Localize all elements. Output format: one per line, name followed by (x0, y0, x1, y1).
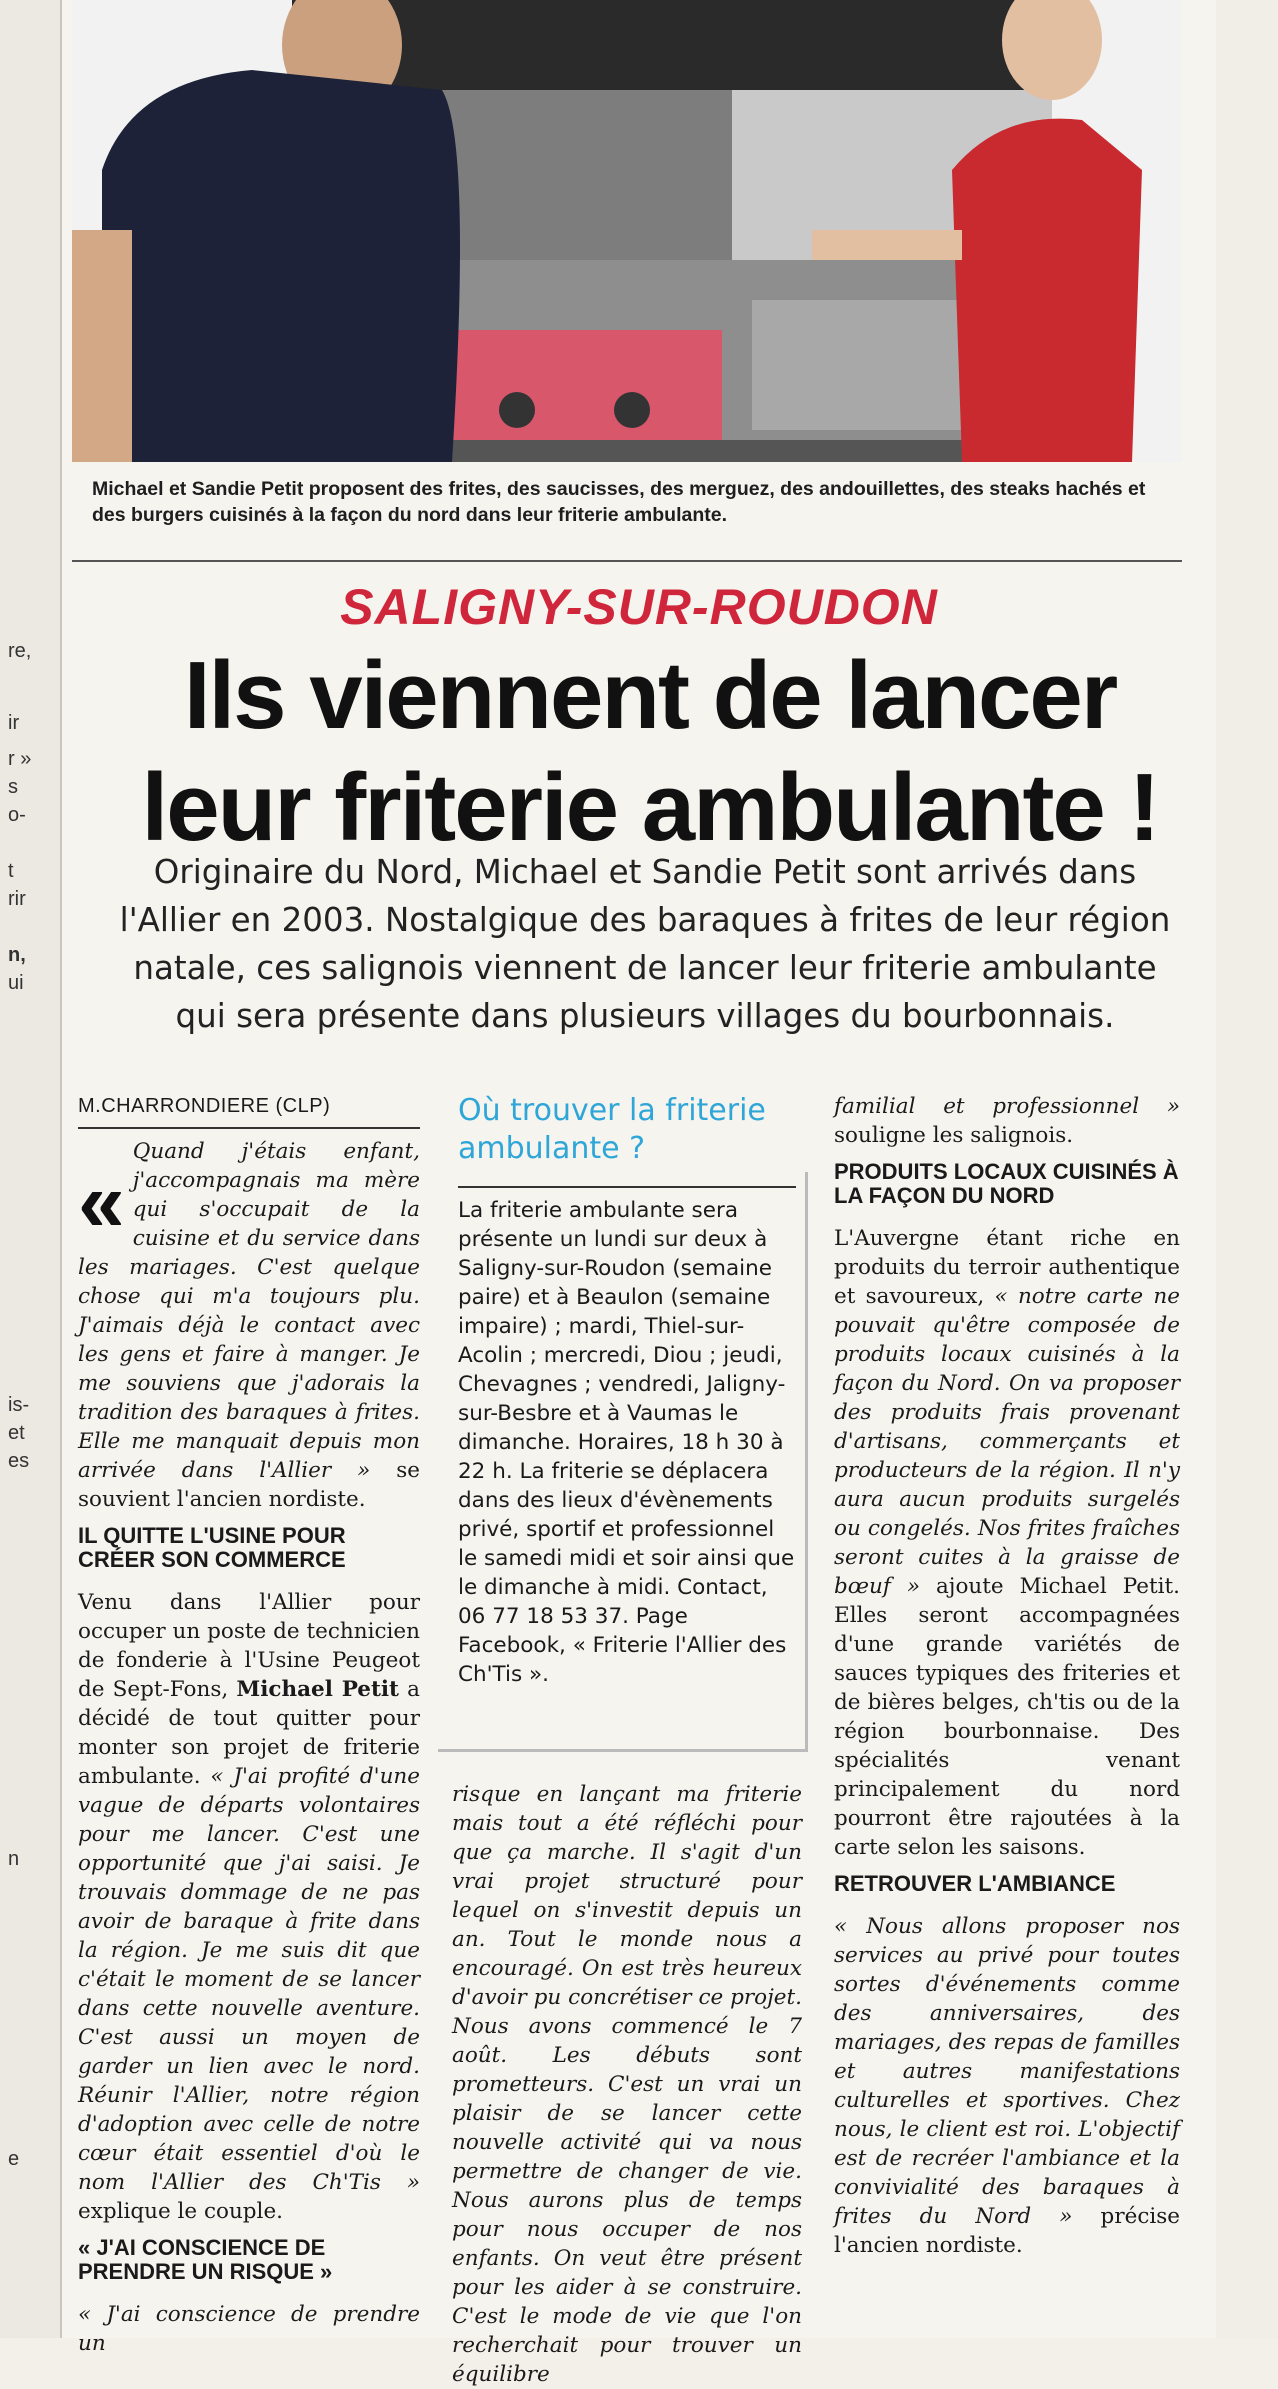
quote-text: « J'ai profité d'une vague de départs volontaires pour me lancer. C'est une opportunité que j'ai saisi. Je trouvais dommage de ne pas avoir de baraque à frite dans la région. Je me suis dit que c'était le moment de se lancer dans cette nouvelle aventure. C'est aussi un moyen de garder un lien avec le nord. Réunir l'Allier, notre région d'adoption avec celle de notre cœur était essentiel d'où le nom l'Allier des Ch'Tis » (78, 1764, 420, 2195)
article-headline (60, 640, 1240, 864)
paragraph-text: se souvient l'ancien nordiste. (78, 1458, 420, 1512)
edge-fragment: ir (8, 712, 20, 734)
paragraph (78, 1588, 420, 2226)
paragraph-text: explique le couple. (78, 2199, 283, 2224)
column-3 (834, 1092, 1180, 2260)
lead-line: qui sera présente dans plusieurs villages du bourbonnais. (175, 997, 1115, 1035)
quote-text: « J'ai conscience de prendre un (78, 2302, 420, 2356)
paragraph (834, 1092, 1180, 1150)
lead-line: l'Allier en 2003. Nostalgique des baraques à frites de leur région (119, 901, 1171, 939)
quote-mark: « (78, 1155, 125, 1249)
edge-fragment: is- (8, 1394, 30, 1416)
edge-fragment: s (8, 776, 18, 798)
quote-text: risque en lançant ma friterie mais tout a été réfléchi pour que ça marche. Il s'agit d'un vrai projet structuré pour lequel on s'investit depuis un an. Tout le monde nous a encouragé. On est très heureux d'avoir pu concrétiser ce projet. Nous avons commencé le 7 août. Les débuts sont prometteurs. C'est un vrai un plaisir de se lancer cette nouvelle activité qui va nous permettre de changer de vie. Nous aurons plus de temps pour nous occuper de nos enfants. On veut être présent pour les aider à se construire. C'est le mode de vie que l'on recherchait pour trouver un équilibre (452, 1782, 802, 2387)
quote-text: Quand j'étais enfant, j'accompagnais ma mère qui s'occupait de la cuisine et du service dans les mariages. C'est quelque chose qui m'a toujours plu. J'aimais déjà le contact avec les gens et faire à manger. Je me souviens que j'adorais la tradition des baraques à frites. Elle me manquait depuis mon arrivée dans l'Allier » (78, 1139, 420, 1483)
headline-line: Ils viennent de lancer (183, 642, 1117, 749)
person-name: Michael Petit (236, 1677, 399, 1702)
edge-fragment: rir (8, 888, 26, 910)
paragraph-text: ajoute Michael Petit. Elles seront accompagnées d'une grande variétés de sauces typiques des friteries et de bières belges, ch'tis ou de la région bourbonnaise. Des spécialités venant principalement du nord pourront être rajoutées à la carte selon les saisons. (834, 1574, 1180, 1860)
previous-page-edge (0, 0, 62, 2338)
paragraph-text: précise l'ancien nordiste. (834, 2204, 1180, 2258)
column-2 (452, 1780, 802, 2389)
divider (72, 560, 1182, 562)
edge-fragment: es (8, 1450, 30, 1472)
paragraph-text: Venu dans l'Allier pour occuper un poste de technicien de fonderie à l'Usine Peugeot de Sept-Fons, (78, 1590, 420, 1702)
edge-fragment: n, (8, 944, 26, 966)
quote-text: familial et professionnel » (834, 1094, 1180, 1119)
info-box (458, 1092, 796, 1689)
subheading: IL QUITTE L'USINE POUR CRÉER SON COMMERCE (78, 1523, 346, 1572)
edge-fragment: ui (8, 972, 24, 994)
article-lead (80, 848, 1210, 1040)
paragraph-text: L'Auvergne étant riche en produits du terroir authentique et savoureux, (834, 1226, 1180, 1309)
edge-fragment: o- (8, 804, 26, 826)
paragraph (834, 1912, 1180, 2260)
paragraph (78, 1137, 420, 1514)
byline: M.CHARRONDIERE (CLP) (78, 1092, 420, 1129)
article-photo (72, 0, 1182, 462)
photo-caption: Michael et Sandie Petit proposent des frites, des saucisses, des merguez, des andouillettes, des steaks hachés et des burgers cuisinés à la façon du nord dans leur friterie ambulante. (92, 478, 1146, 526)
paragraph-text: a décidé de tout quitter pour monter son projet de friterie ambulante. (78, 1677, 421, 1789)
lead-line: natale, ces salignois viennent de lancer leur friterie ambulante (133, 949, 1157, 987)
headline-line: leur friterie ambulante ! (141, 754, 1159, 861)
edge-fragment: n (8, 1848, 20, 1870)
subheading: PRODUITS LOCAUX CUISINÉS À LA FAÇON DU NORD (834, 1159, 1179, 1208)
subheading: « J'AI CONSCIENCE DE PRENDRE UN RISQUE » (78, 2235, 333, 2284)
edge-fragment: et (8, 1422, 25, 1444)
lead-line: Originaire du Nord, Michael et Sandie Petit sont arrivés dans (153, 853, 1137, 891)
edge-fragment: t (8, 860, 14, 882)
edge-fragment: re, (8, 640, 32, 662)
subheading: RETROUVER L'AMBIANCE (834, 1871, 1116, 1896)
next-page-edge (1216, 0, 1278, 2338)
edge-fragment: r » (8, 748, 32, 770)
paragraph (834, 1224, 1180, 1862)
location-kicker: SALIGNY-SUR-ROUDON (340, 579, 938, 635)
edge-fragment: e (8, 2148, 20, 2170)
info-box-text: La friterie ambulante sera présente un lundi sur deux à Saligny-sur-Roudon (semaine paire) et à Beaulon (semaine impaire) ; mardi, Thiel-sur-Acolin ; mercredi, Diou ; jeudi, Chevagnes ; vendredi, Jaligny-sur-Besbre et à Vaumas le dimanche. Horaires, 18 h 30 à 22 h. La friterie se déplacera dans des lieux d'évènements privé, sportif et professionnel le samedi midi et soir ainsi que le dimanche à midi. Contact, 06 77 18 53 37. Page Facebook, « Friterie l'Allier des Ch'Tis ». (458, 1198, 795, 1687)
divider (458, 1186, 796, 1188)
photo-illustration (72, 0, 1182, 462)
paragraph-text: souligne les salignois. (834, 1123, 1074, 1148)
quote-text: « notre carte ne pouvait qu'être composée de produits locaux cuisinés à la façon du Nord. On va proposer des produits frais provenant d'artisans, commerçants et producteurs de la région. Il n'y aura aucun produits surgelés ou congelés. Nos frites fraîches seront cuites à la graisse de bœuf » (834, 1284, 1180, 1599)
info-box-title: Où trouver la friterie ambulante ? (458, 1093, 766, 1166)
quote-text: « Nous allons proposer nos services au privé pour toutes sortes d'événements comme des anniversaires, des mariages, des repas de familles et autres manifestations culturelles et sportives. Chez nous, le client est roi. L'objectif est de recréer l'ambiance et la convivialité des baraques à frites du Nord » (834, 1914, 1180, 2229)
column-1 (78, 1092, 420, 2358)
